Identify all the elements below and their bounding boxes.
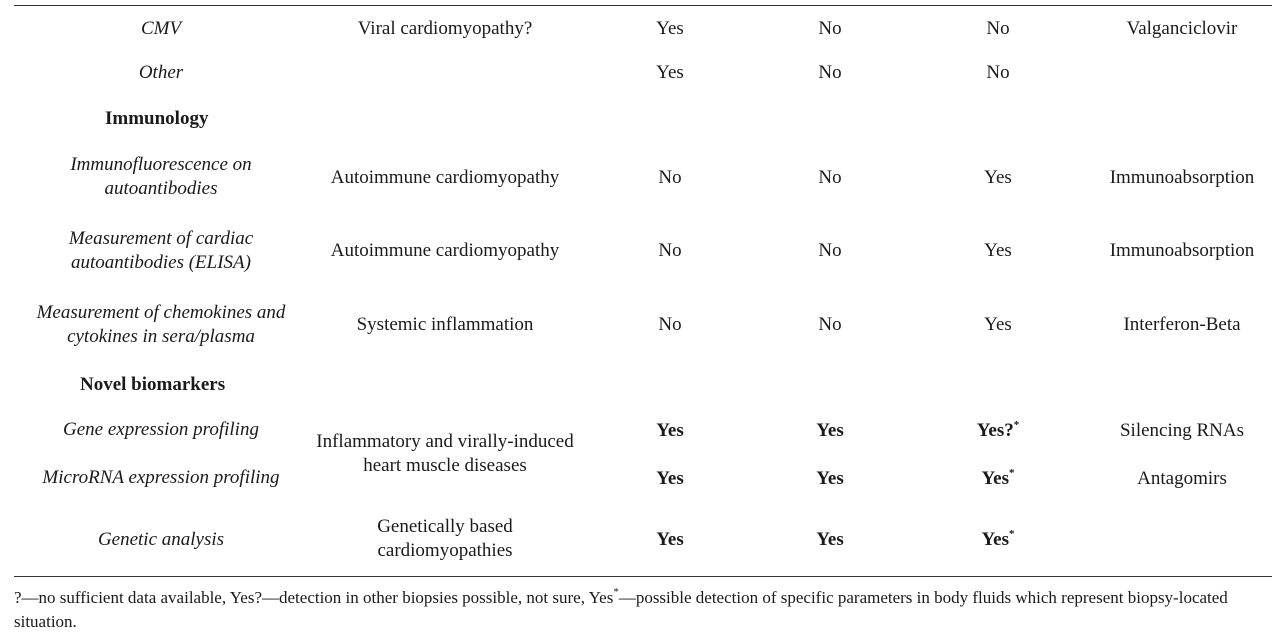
method-cell-line1: Immunofluorescence on [70,154,252,175]
section-heading: Novel biomarkers [80,374,226,395]
value-cell: Yes [656,468,684,489]
value-cell: Yes?* [976,419,1020,441]
therapy-cell: Immunoabsorption [1109,167,1255,188]
value-cell: Yes* [981,528,1015,550]
therapy-cell: Valganciclovir [1126,18,1238,39]
condition-cell-line2: cardiomyopathies [377,540,513,561]
table-footnote: ?—no sufficient data available, Yes?—detection in other biopsies possible, not sure, Yes*—possible detection of specific parameters in body fluids which represent biopsy-located situation. [14,586,1228,631]
table-bottom-rule [14,576,1272,577]
method-cell-line2: cytokines in sera/plasma [67,326,255,347]
value-cell: Yes [816,529,844,550]
method-cell-line2: autoantibodies [104,178,218,199]
value-cell: No [658,240,682,261]
method-cell-line2: autoantibodies (ELISA) [71,252,251,273]
value-cell: No [658,314,682,335]
value-cell: No [986,62,1010,83]
value-cell: Yes* [981,467,1015,489]
value-cell: No [818,62,842,83]
value-cell: No [818,314,842,335]
condition-cell: Systemic inflammation [356,314,534,335]
value-cell: Yes [816,420,844,441]
value-cell: No [818,167,842,188]
condition-cell-line2: heart muscle diseases [363,455,527,476]
method-cell: MicroRNA expression profiling [42,467,280,488]
therapy-cell: Interferon-Beta [1123,314,1241,335]
therapy-cell: Antagomirs [1137,468,1227,489]
section-heading: Immunology [105,108,209,129]
value-cell: Yes [656,529,684,550]
condition-cell-line1: Inflammatory and virally-induced [316,431,574,452]
value-cell: No [818,240,842,261]
value-cell: Yes [816,468,844,489]
value-cell: No [986,18,1010,39]
method-cell: Genetic analysis [97,529,225,550]
condition-cell: Viral cardiomyopathy? [357,18,533,39]
value-cell: Yes [656,18,684,39]
value-cell: No [818,18,842,39]
method-cell-line1: Measurement of cardiac [68,228,254,249]
table-top-rule [14,5,1272,6]
method-cell: Gene expression profiling [63,419,259,440]
value-cell: Yes [656,62,684,83]
value-cell: Yes [984,240,1012,261]
method-cell: Other [138,62,184,83]
method-cell: CMV [140,18,182,39]
condition-cell-line1: Genetically based [377,516,513,537]
value-cell: Yes [656,420,684,441]
therapy-cell: Immunoabsorption [1109,240,1255,261]
therapy-cell: Silencing RNAs [1119,420,1245,441]
condition-cell: Autoimmune cardiomyopathy [330,240,560,261]
value-cell: No [658,167,682,188]
method-cell-line1: Measurement of chemokines and [36,302,286,323]
value-cell: Yes [984,167,1012,188]
condition-cell: Autoimmune cardiomyopathy [330,167,560,188]
value-cell: Yes [984,314,1012,335]
